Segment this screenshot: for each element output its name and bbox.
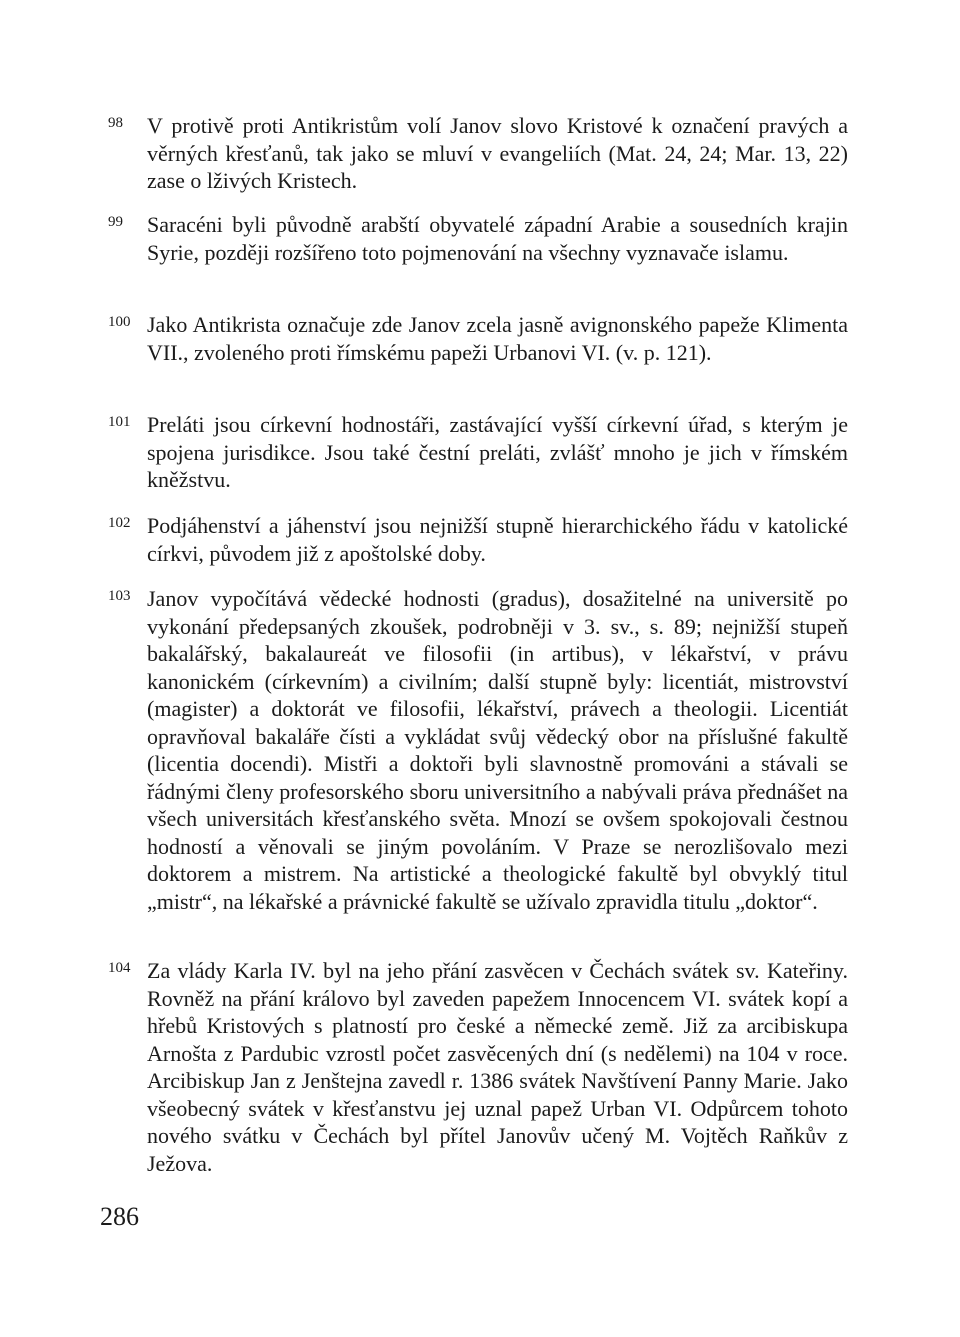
footnote-100 xyxy=(108,311,848,366)
footnote-text: Preláti jsou církevní hodnostáři, zastávající vyšší církevní úřad, s kterým je spojena jurisdikce. Jsou také čestní preláti, zvlášť mnoho je jich v římském kněžstvu. xyxy=(147,412,848,492)
footnote-99 xyxy=(108,211,848,266)
footnote-103 xyxy=(108,585,848,915)
footnote-text: Podjáhenství a jáhenství jsou nejnižší stupně hierarchického řádu v katolické církvi, původem již z apoštolské doby. xyxy=(147,513,848,566)
footnote-number: 104 xyxy=(108,960,131,976)
footnote-text: V protivě proti Antikristům volí Janov slovo Kristové k označení pravých a věrných křesťanů, tak jako se mluví v evangeliích (Mat. 24, 24; Mar. 13, 22) zase o lživých Kristech. xyxy=(147,113,848,193)
footnote-number: 101 xyxy=(108,414,131,430)
footnote-number: 100 xyxy=(108,314,131,330)
footnote-text: Za vlády Karla IV. byl na jeho přání zasvěcen v Čechách svátek sv. Kateřiny. Rovněž na přání královo byl zaveden papežem Innocencem VI. svátek kopí a hřebů Kristových s platností pro české a německé země. Již za arcibiskupa Arnošta z Pardubic vzrostl počet zasvěcených dní (s nedělemi) na 104 v roce. Arcibiskup Jan z Jenštejna zavedl r. 1386 svátek Navštívení Panny Marie. Jako všeobecný svátek v křesťanstvu jej uznal papež Urban VI. Odpůrcem tohoto nového svátku v Čechách byl přítel Janovův učený M. Vojtěch Raňkův z Ježova. xyxy=(147,958,848,1176)
footnote-number: 99 xyxy=(108,214,123,230)
footnote-text: Saracéni byli původně arabští obyvatelé západní Arabie a sousedních krajin Syrie, později rozšířeno toto pojmenování na všechny vyznavače islamu. xyxy=(147,212,848,265)
footnote-text: Jako Antikrista označuje zde Janov zcela jasně avignonského papeže Klimenta VII., zvoleného proti římskému papeži Urbanovi VI. (v. p. 121). xyxy=(147,312,848,365)
footnote-number: 102 xyxy=(108,515,131,531)
page-number: 286 xyxy=(100,1202,139,1231)
footnote-number: 98 xyxy=(108,115,123,131)
footnote-102 xyxy=(108,512,848,567)
footnote-number: 103 xyxy=(108,588,131,604)
footnote-text: Janov vypočítává vědecké hodnosti (gradus), dosažitelné na universitě po vykonání předepsaných zkoušek, podrobněji v 3. sv., s. 89; nejnižší stupeň bakalářský, bakalaureát ve filosofii (in artibus), v lékařství, v právu kanonickém (církevním) a civilním; další stupně byly: licentiát, mistrovství (magister) a doktorát ve filosofii, lékařství, právech a theologii. Licentiát opravňoval bakaláře čísti a vykládat svůj vědecký obor na příslušné fakultě (licentia docendi). Mistři a doktoři byli slavnostně promováni a stávali se řádnými členy profesorského sboru universitního a nabývali práva přednášet na všech universitách křesťanského světa. Mnozí se ovšem spokojovali čestnou hodností a věnovali se jiným povoláním. V Praze se nerozlišovalo mezi doktorem a mistrem. Na artistické a theologické fakultě byl obvyklý titul „mistr“, na lékařské a právnické fakultě se užívalo zpravidla titulu „doktor“. xyxy=(147,586,848,914)
footnote-101 xyxy=(108,411,848,494)
footnote-104 xyxy=(108,957,848,1177)
footnote-98 xyxy=(108,112,848,195)
